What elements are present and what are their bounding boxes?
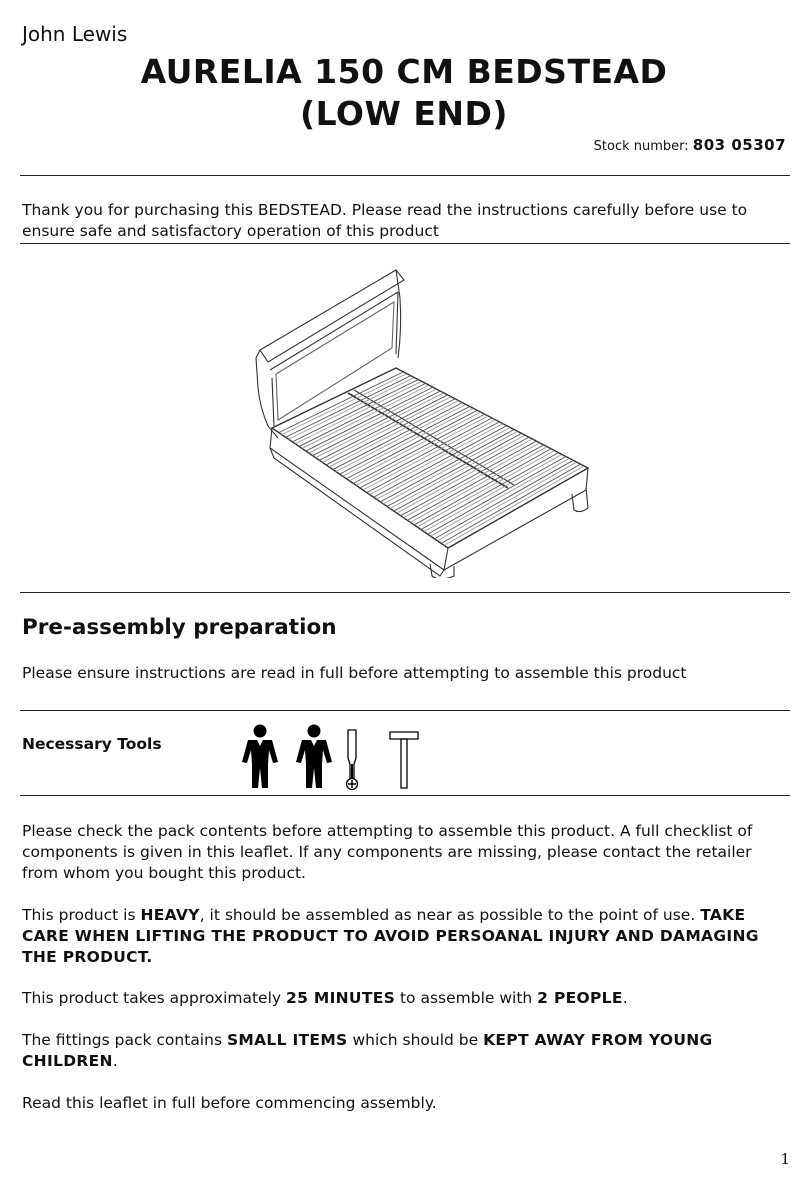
bed-slat-edge (417, 451, 554, 527)
bed-slat-edge (424, 455, 562, 532)
bed-slat (380, 430, 514, 502)
text-run: , it should be assembled as near as possible to the point of use. (199, 906, 701, 924)
brand-name: John Lewis (22, 22, 128, 46)
bed-slat (292, 380, 418, 442)
person-icon (292, 724, 336, 790)
tools-label: Necessary Tools (22, 735, 162, 753)
text-run-bold: TAKE CARE WHEN LIFTING THE PRODUCT TO AVOID PERSOANAL INJURY AND DAMAGING THE PRODUCT. (22, 906, 759, 966)
paragraph-heavy-warning (22, 905, 790, 968)
bed-slat (286, 376, 411, 438)
preassembly-note: Please ensure instructions are read in full before attempting to assemble this product (22, 664, 687, 682)
divider (20, 710, 790, 711)
bed-slat (407, 445, 543, 520)
bed-slat-edge (397, 439, 532, 513)
intro-text: Thank you for purchasing this BEDSTEAD. Please read the instructions carefully before use to ensure safe and satisfactory operation of this product (22, 201, 748, 240)
person-icon (238, 724, 282, 790)
text-run-bold: SMALL ITEMS (226, 1031, 348, 1049)
bed-slat-edge (431, 458, 569, 536)
paragraph-read-leaflet: Read this leaflet in full before commencing assembly. (22, 1094, 437, 1112)
text-run: This product takes approximately (22, 989, 286, 1007)
bed-slat (279, 372, 404, 433)
bed-slat (313, 391, 441, 456)
divider (20, 592, 790, 593)
divider (20, 795, 790, 796)
bed-slat-edge (437, 462, 576, 540)
bedstead-illustration (208, 258, 608, 578)
text-run: . (112, 1052, 118, 1070)
text-run: This product is (22, 906, 141, 924)
bed-slat (387, 433, 521, 506)
stock-number (594, 136, 786, 154)
bed-slat (428, 456, 566, 534)
text-run-bold: 2 PEOPLE (537, 989, 623, 1007)
bed-slat-edge (302, 385, 428, 448)
paragraph-pack-contents: Please check the pack contents before attempting to assemble this product. A full checklist of components is given in this leaflet. If any components are missing, please contact the retailer from whom you bought this product. (22, 822, 753, 882)
product-title: AURELIA 150 CM BEDSTEAD (140, 52, 668, 91)
divider (20, 243, 790, 244)
product-subtitle: (LOW END) (299, 94, 508, 133)
text-run: The fittings pack contains (22, 1031, 227, 1049)
bed-slat (441, 464, 580, 543)
bed-slat-edge (390, 435, 524, 508)
bed-slat (374, 426, 507, 498)
text-run: which should be (347, 1031, 484, 1049)
stock-value: 803 05307 (692, 136, 786, 154)
paragraph-small-items (22, 1030, 790, 1072)
bed-slat (299, 383, 425, 446)
page-number: 1 (780, 1150, 790, 1168)
bed-slat-edge (316, 393, 444, 458)
text-run: to assemble with (395, 989, 538, 1007)
text-run: . (622, 989, 628, 1007)
screwdriver-icon (342, 728, 362, 792)
section-heading: Pre-assembly preparation (22, 615, 337, 640)
text-run-bold: KEPT AWAY FROM YOUNG CHILDREN (22, 1031, 713, 1070)
text-run-bold: HEAVY (140, 906, 200, 924)
bed-slat-edge (309, 389, 436, 453)
bed-slat (434, 460, 573, 538)
bed-slat-edge (377, 428, 510, 500)
bed-slat-edge (383, 432, 517, 504)
hammer-icon (386, 730, 422, 790)
stock-label: Stock number: (593, 139, 689, 154)
text-run-bold: 25 MINUTES (286, 989, 396, 1007)
bed-slat-edge (295, 382, 421, 444)
divider (20, 175, 790, 176)
bed-slat (306, 387, 433, 451)
paragraph-assembly-time (22, 988, 790, 1009)
